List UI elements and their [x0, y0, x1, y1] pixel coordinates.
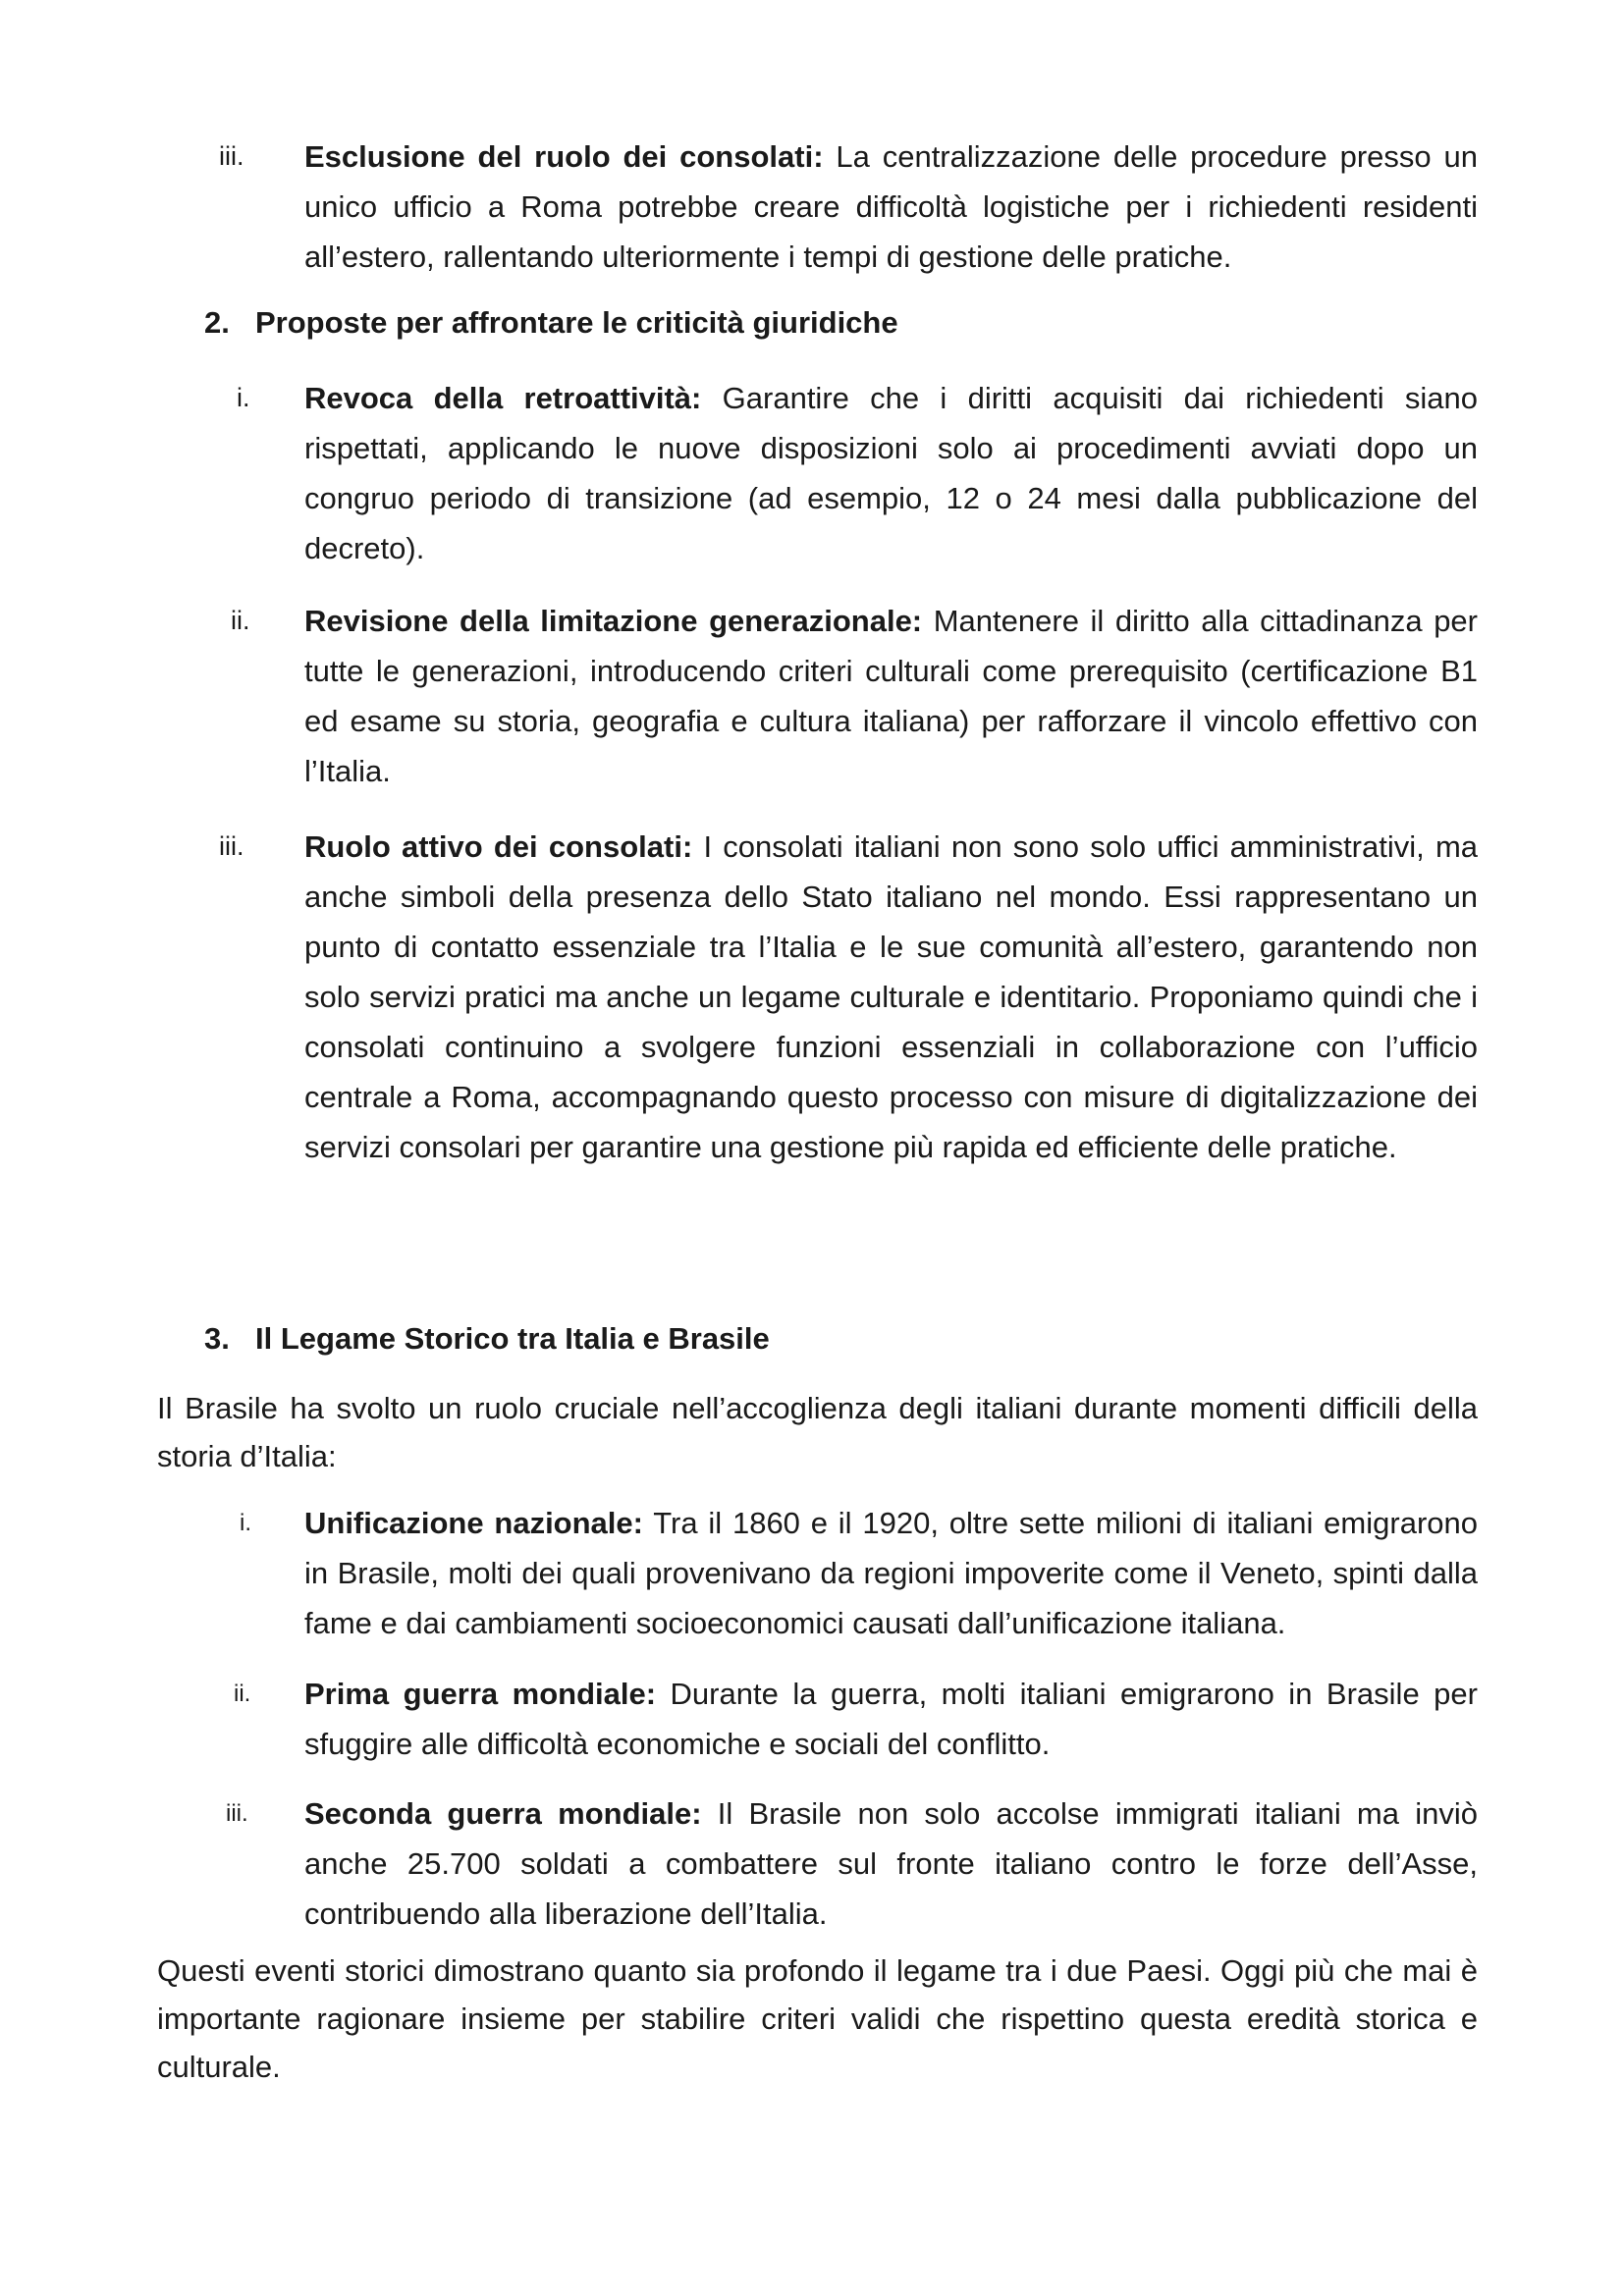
list-item — [304, 373, 1478, 573]
item-title: Ruolo attivo dei consolati: — [304, 829, 693, 864]
item-title: Seconda guerra mondiale: — [304, 1796, 702, 1831]
list-numeral: i. — [237, 383, 250, 412]
list-numeral: ii. — [231, 606, 250, 635]
list-item — [304, 1669, 1478, 1769]
list-item — [304, 822, 1478, 1172]
closing-paragraph: Questi eventi storici dimostrano quanto sia profondo il legame tra i due Paesi. Oggi più che mai è importante ragionare insieme per stabilire criteri validi che rispettino questa eredità storica e culturale. — [157, 1953, 1478, 2084]
item-text: Il Brasile non solo accolse immigrati italiani ma inviò anche 25.700 soldati a combattere sul fronte italiano contro le forze dell’Asse, contribuendo alla liberazione dell’Italia. — [304, 1796, 1478, 1931]
item-text: Durante la guerra, molti italiani emigrarono in Brasile per sfuggire alle difficoltà economiche e sociali del conflitto. — [304, 1677, 1478, 1761]
section-heading — [204, 303, 898, 343]
item-title: Revisione della limitazione generazionale: — [304, 604, 923, 638]
list-item — [304, 1498, 1478, 1648]
item-text: I consolati italiani non sono solo uffici amministrativi, ma anche simboli della presenza dello Stato italiano nel mondo. Essi rappresentano un punto di contatto essenziale tra l’Italia e le sue comunità all’estero, garantendo non solo servizi pratici ma anche un legame culturale e identitario. Proponiamo quindi che i consolati continuino a svolgere funzioni essenziali in collaborazione con l’ufficio centrale a Roma, accompagnando questo processo con misure di digitalizzazione dei servizi consolari per garantire una gestione più rapida ed efficiente delle pratiche. — [304, 829, 1479, 1164]
list-numeral: iii. — [219, 831, 244, 861]
section-number: 3. — [204, 1321, 230, 1356]
item-text: La centralizzazione delle procedure presso un unico ufficio a Roma potrebbe creare difficoltà logistiche per i richiedenti residenti all’estero, rallentando ulteriormente i tempi di gestione delle pratiche. — [304, 139, 1478, 274]
list-numeral: ii. — [234, 1681, 251, 1707]
list-numeral: i. — [240, 1510, 251, 1536]
list-numeral: iii. — [219, 141, 244, 171]
item-text: Garantire che i diritti acquisiti dai richiedenti siano rispettati, applicando le nuove disposizioni solo ai procedimenti avviati dopo un congruo periodo di transizione (ad esempio, 12 o 24 mesi dalla pubblicazione del decreto). — [304, 381, 1478, 565]
section-title: Il Legame Storico tra Italia e Brasile — [255, 1321, 770, 1356]
item-title: Prima guerra mondiale: — [304, 1677, 657, 1711]
list-item — [304, 1789, 1478, 1939]
section-title: Proposte per affrontare le criticità giuridiche — [255, 305, 898, 340]
item-title: Esclusione del ruolo dei consolati: — [304, 139, 824, 174]
item-text: Mantenere il diritto alla cittadinanza per tutte le generazioni, introducendo criteri culturali come prerequisito (certificazione B1 ed esame su storia, geografia e cultura italiana) per rafforzare il vincolo effettivo con l’Italia. — [304, 604, 1479, 788]
section-number: 2. — [204, 305, 230, 340]
intro-paragraph: Il Brasile ha svolto un ruolo cruciale nell’accoglienza degli italiani durante momenti difficili della storia d’Italia: — [157, 1391, 1478, 1473]
list-item — [304, 596, 1478, 796]
section-heading — [204, 1319, 770, 1359]
item-text: Tra il 1860 e il 1920, oltre sette milioni di italiani emigrarono in Brasile, molti dei quali provenivano da regioni impoverite come il Veneto, spinti dalla fame e dai cambiamenti socioeconomici causati dall’unificazione italiana. — [304, 1506, 1478, 1640]
list-item — [304, 132, 1478, 282]
item-title: Unificazione nazionale: — [304, 1506, 643, 1540]
item-title: Revoca della retroattività: — [304, 381, 702, 415]
list-numeral: iii. — [226, 1800, 248, 1827]
